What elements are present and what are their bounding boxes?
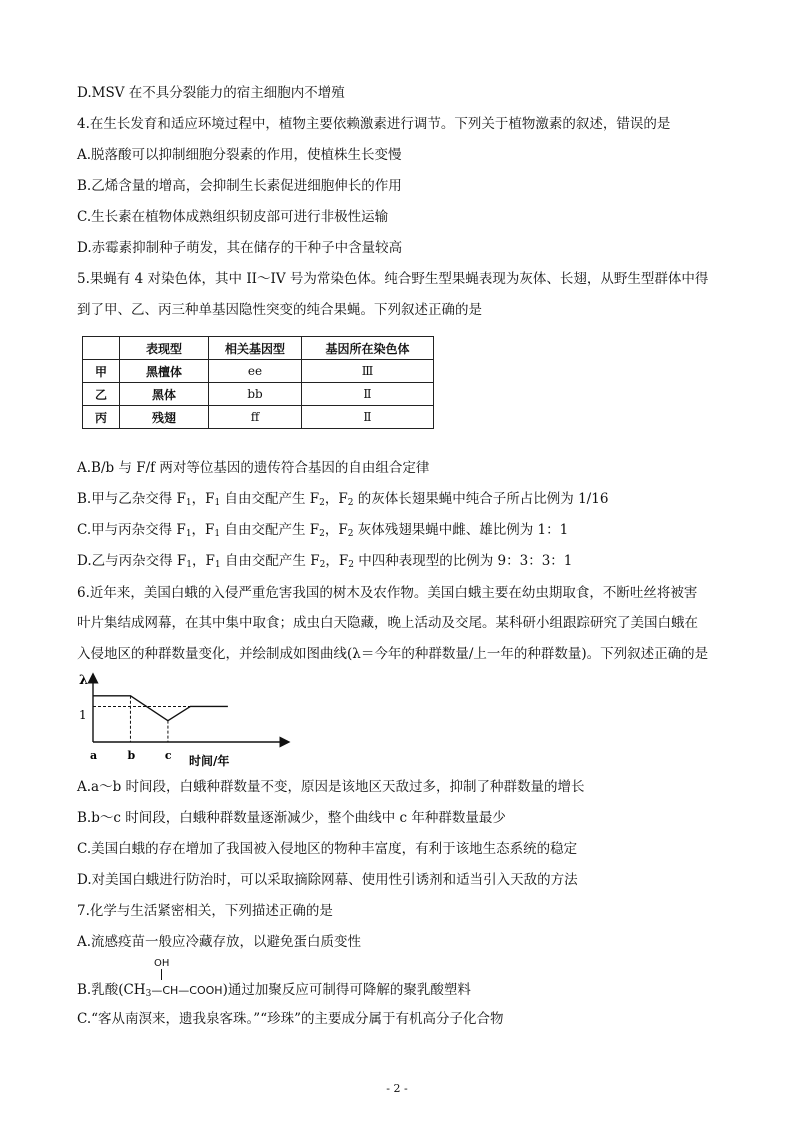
table-cell: 乙: [83, 383, 120, 406]
table-row: [83, 360, 434, 383]
q4-stem: 4.在生长发育和适应环境过程中，植物主要依赖激素进行调节。下列关于植物激素的叙述，错误的是: [77, 116, 671, 132]
q6-stem-line1: 6.近年来，美国白蛾的入侵严重危害我国的树木及农作物。美国白蛾主要在幼虫期取食，不断吐丝将被害: [77, 585, 698, 601]
table-header-cell: 基因所在染色体: [302, 337, 434, 360]
table-header-cell: 相关基因型: [209, 337, 302, 360]
q6-stem-line2: 叶片集结成网幕，在其中集中取食；成虫白天隐藏，晚上活动及交尾。某科研小组跟踪研究了美国白蛾在: [77, 615, 698, 631]
lambda-chart: [73, 672, 293, 772]
q3-option-d: D.MSV 在不具分裂能力的宿主细胞内不增殖: [77, 85, 345, 101]
table-cell: bb: [209, 383, 302, 406]
q5-option-b: B.甲与乙杂交得 $F_1$，$F_1$ 自由交配产生 $F_2$，$F_2$ 的灰体长翅果蝇中纯合子所占比例为 1/16: [77, 491, 609, 508]
x-tick-a: a: [90, 749, 98, 762]
table-header-cell: [83, 337, 120, 360]
q4-option-d: D.赤霉素抑制种子萌发，其在储存的干种子中含量较高: [77, 240, 403, 256]
table-cell: 甲: [83, 360, 120, 383]
q6-option-c: C.美国白蛾的存在增加了我国被入侵地区的物种丰富度，有利于该地生态系统的稳定: [77, 841, 578, 857]
x-tick-b: b: [127, 749, 136, 762]
table-cell: 残翅: [120, 406, 209, 429]
table-cell: Ⅱ: [302, 383, 434, 406]
q5-stem-line1: 5.果蝇有 4 对染色体，其中 II～IV 号为常染色体。纯合野生型果蝇表现为灰体、长翅，从野生型群体中得: [77, 271, 709, 287]
table-header-row: [83, 337, 434, 360]
table-cell: Ⅱ: [302, 406, 434, 429]
table-cell: 黑体: [120, 383, 209, 406]
q4-option-b: B.乙烯含量的增高，会抑制生长素促进细胞伸长的作用: [77, 178, 402, 194]
q5-stem-line2: 到了甲、乙、丙三种单基因隐性突变的纯合果蝇。下列叙述正确的是: [77, 302, 482, 318]
q4-option-a: A.脱落酸可以抑制细胞分裂素的作用，使植株生长变慢: [77, 147, 402, 163]
y-tick-label: 1: [79, 708, 87, 722]
x-axis-label: 时间/年: [189, 754, 230, 768]
q6-option-b: B.b～c 时间段，白蛾种群数量逐渐减少，整个曲线中 c 年种群数量最少: [77, 810, 506, 826]
q7-stem: 7.化学与生活紧密相关，下列描述正确的是: [77, 903, 333, 919]
table-cell: 丙: [83, 406, 120, 429]
page-number: - 2 -: [386, 1082, 408, 1095]
q6-option-d: D.对美国白蛾进行防治时，可以采取摘除网幕、使用性引诱剂和适当引入天敌的方法: [77, 872, 578, 888]
q7-option-a: A.流感疫苗一般应冷藏存放，以避免蛋白质变性: [77, 934, 362, 950]
table-cell: Ⅲ: [302, 360, 434, 383]
table-cell: ee: [209, 360, 302, 383]
q5-option-c: C.甲与丙杂交得 $F_1$，$F_1$ 自由交配产生 $F_2$，$F_2$ 灰体残翅果蝇中雌、雄比例为 1：1: [77, 522, 569, 539]
table-row: [83, 383, 434, 406]
lambda-curve: [93, 696, 228, 721]
hydroxyl-group: OH: [154, 958, 170, 969]
table-header-cell: 表现型: [120, 337, 209, 360]
genotype-table: [82, 336, 434, 429]
q6-stem-line3: 入侵地区的种群数量变化，并绘制成如图曲线(λ＝今年的种群数量/上一年的种群数量)。下列叙述正确的是: [77, 646, 709, 662]
x-tick-c: c: [164, 749, 172, 762]
q6-option-a: A.a～b 时间段，白蛾种群数量不变，原因是该地区天敌过多，抑制了种群数量的增长: [77, 779, 585, 795]
table-cell: ff: [209, 406, 302, 429]
table-row: [83, 406, 434, 429]
q5-option-a: A.B/b 与 F/f 两对等位基因的遗传符合基因的自由组合定律: [77, 460, 430, 476]
table-cell: 黑檀体: [120, 360, 209, 383]
q5-option-d: D.乙与丙杂交得 $F_1$，$F_1$ 自由交配产生 $F_2$，$F_2$ 中四种表现型的比例为 9：3：3：1: [77, 553, 573, 570]
y-axis-label: λ: [79, 673, 89, 688]
q4-option-c: C.生长素在植物体成熟组织韧皮部可进行非极性运输: [77, 209, 389, 225]
q7-option-c: C.“客从南溟来，遗我泉客珠。”“珍珠”的主要成分属于有机高分子化合物: [77, 1011, 504, 1027]
